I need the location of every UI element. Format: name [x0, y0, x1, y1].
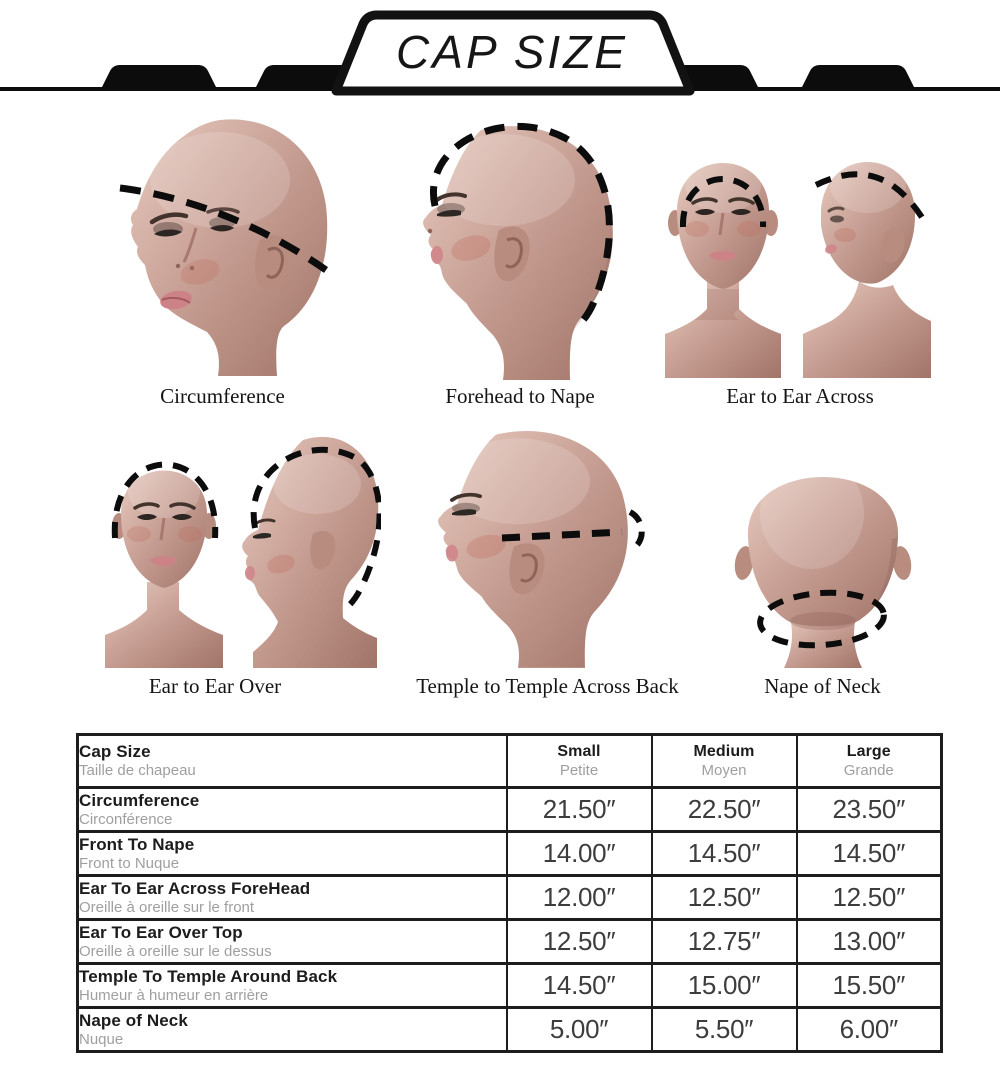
neck-shadow [695, 289, 739, 320]
header-cap-size-fr: Taille de chapeau [79, 762, 196, 779]
size-value: 14.00″ [507, 832, 652, 876]
row-label-en: Nape of Neck [79, 1010, 188, 1030]
page-title: CAP SIZE [396, 26, 628, 78]
lips [446, 545, 458, 562]
mannequin-front-and-threequarter-illustration [653, 113, 938, 378]
row-label-en: Front To Nape [79, 834, 195, 854]
size-value: 5.00″ [507, 1008, 652, 1052]
size-value: 14.50″ [797, 832, 942, 876]
row-label-fr: Circonférence [79, 810, 173, 828]
row-label-en: Ear To Ear Over Top [79, 922, 243, 942]
eye [830, 216, 844, 223]
size-value: 13.00″ [797, 920, 942, 964]
neck-shoulders [105, 582, 223, 668]
lips [431, 246, 443, 264]
figure-label: Ear to Ear Over [148, 674, 282, 698]
row-label-fr: Front to Nuque [79, 854, 180, 872]
skull-highlight [273, 454, 361, 514]
row-label-en: Temple To Temple Around Back [79, 966, 338, 986]
row-label-en: Circumference [79, 790, 200, 810]
header-cap-size-en: Cap Size [79, 742, 151, 761]
row-label-fr: Humeur à humeur en arrière [79, 986, 269, 1004]
table-row [78, 920, 942, 964]
banner-tab [800, 65, 916, 91]
skull-highlight [128, 466, 200, 518]
header-small: Small Petite [507, 735, 652, 788]
figure-label: Nape of Neck [764, 674, 881, 698]
blush [834, 228, 856, 242]
header-medium: Medium Moyen [652, 735, 797, 788]
size-value: 22.50″ [652, 788, 797, 832]
blush [737, 221, 761, 237]
row-label-fr: Oreille à oreille sur le dessus [79, 942, 272, 960]
skull-highlight [760, 457, 864, 569]
mannequin-front-and-profile-illustration [93, 412, 381, 668]
size-value: 12.00″ [507, 876, 652, 920]
size-value: 14.50″ [652, 832, 797, 876]
mannequin-back-illustration [710, 423, 936, 668]
size-value: 23.50″ [797, 788, 942, 832]
figure-label: Ear to Ear Across [726, 384, 874, 408]
table-row [78, 832, 942, 876]
size-value: 12.75″ [652, 920, 797, 964]
size-value: 21.50″ [507, 788, 652, 832]
size-value: 12.50″ [507, 920, 652, 964]
size-value: 5.50″ [652, 1008, 797, 1052]
figure-label: Circumference [160, 384, 285, 408]
blush [178, 526, 202, 542]
mannequin-circumference-illustration [100, 110, 345, 378]
lips [245, 566, 255, 580]
header-cap-size [78, 735, 507, 788]
size-value: 14.50″ [507, 964, 652, 1008]
banner-tab [100, 65, 218, 91]
nostril [176, 264, 180, 268]
table-row [78, 1008, 942, 1052]
nape-shadow [790, 612, 856, 630]
size-value: 12.50″ [797, 876, 942, 920]
blush [685, 221, 709, 237]
nostril [428, 229, 432, 233]
figure-label: Temple to Temple Across Back [416, 674, 679, 698]
header-large: Large Grande [797, 735, 942, 788]
size-value: 15.00″ [652, 964, 797, 1008]
blush [127, 526, 151, 542]
size-table [76, 733, 943, 1053]
row-label-fr: Nuque [79, 1030, 124, 1048]
head-group [438, 431, 628, 668]
row-label-fr: Oreille à oreille sur le front [79, 898, 255, 916]
table-header-row [78, 735, 942, 788]
row-label-en: Ear To Ear Across ForeHead [79, 878, 311, 898]
size-value: 15.50″ [797, 964, 942, 1008]
banner [0, 0, 1000, 96]
table-row [78, 876, 942, 920]
skull-highlight [685, 157, 761, 213]
size-value: 6.00″ [797, 1008, 942, 1052]
figure-label: Forehead to Nape [445, 384, 595, 408]
table-row [78, 964, 942, 1008]
mannequin-profile-illustration [398, 416, 648, 668]
mannequin-profile-illustration [383, 110, 631, 380]
neck-shoulders [803, 281, 931, 378]
measurement-dash-hook [630, 512, 642, 550]
size-value: 12.50″ [652, 876, 797, 920]
table-row [78, 788, 942, 832]
